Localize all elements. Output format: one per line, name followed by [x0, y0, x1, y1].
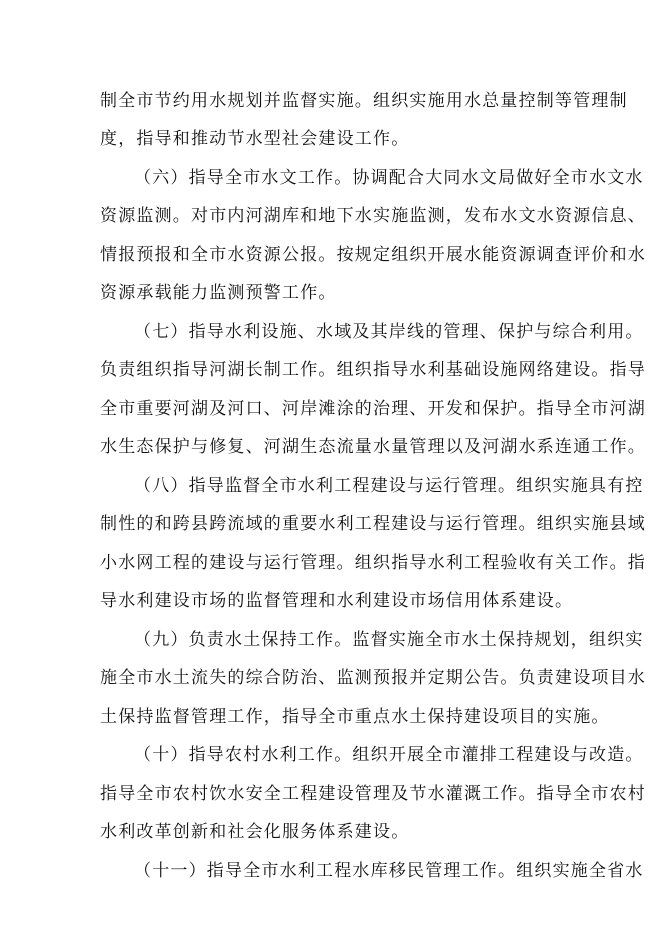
text-line: 制性的和跨县跨流域的重要水利工程建设与运行管理。组织实施县域 [100, 514, 646, 534]
text-line: 情报预报和全市水资源公报。按规定组织开展水能资源调查评价和水 [100, 245, 646, 265]
text-line: 小水网工程的建设与运行管理。组织指导水利工程验收有关工作。指 [100, 553, 646, 573]
text-line: 导水利建设市场的监督管理和水利建设市场信用体系建设。 [100, 591, 574, 611]
text-line: 土保持监督管理工作，指导全市重点水土保持建设项目的实施。 [100, 707, 610, 727]
text-line: 水生态保护与修复、河湖生态流量水量管理以及河湖水系连通工作。 [100, 437, 646, 457]
text-line: 全市重要河湖及河口、河岸滩涂的治理、开发和保护。指导全市河湖 [100, 399, 646, 419]
paragraph-6-first-line: （六）指导全市水文工作。协调配合大同水文局做好全市水文水 [134, 168, 644, 188]
paragraph-8-first-line: （八）指导监督全市水利工程建设与运行管理。组织实施具有控 [134, 476, 644, 496]
text-line: 度，指导和推动节水型社会建设工作。 [100, 129, 410, 149]
paragraph-9-first-line: （九）负责水土保持工作。监督实施全市水土保持规划，组织实 [134, 630, 644, 650]
paragraph-11-first-line: （十一）指导全市水利工程水库移民管理工作。组织实施全省水 [134, 861, 644, 881]
text-line: 水利改革创新和社会化服务体系建设。 [100, 822, 410, 842]
text-line: 资源承载能力监测预警工作。 [100, 283, 337, 303]
text-line: 资源监测。对市内河湖库和地下水实施监测，发布水文水资源信息、 [100, 206, 646, 226]
text-line: 指导全市农村饮水安全工程建设管理及节水灌溉工作。指导全市农村 [100, 784, 646, 804]
text-line: 负责组织指导河湖长制工作。组织指导水利基础设施网络建设。指导 [100, 360, 646, 380]
paragraph-7-first-line: （七）指导水利设施、水域及其岸线的管理、保护与综合利用。 [134, 322, 644, 342]
text-line: 制全市节约用水规划并监督实施。组织实施用水总量控制等管理制 [100, 91, 628, 111]
text-line: 施全市水土流失的综合防治、监测预报并定期公告。负责建设项目水 [100, 668, 646, 688]
paragraph-10-first-line: （十）指导农村水利工作。组织开展全市灌排工程建设与改造。 [134, 745, 644, 765]
